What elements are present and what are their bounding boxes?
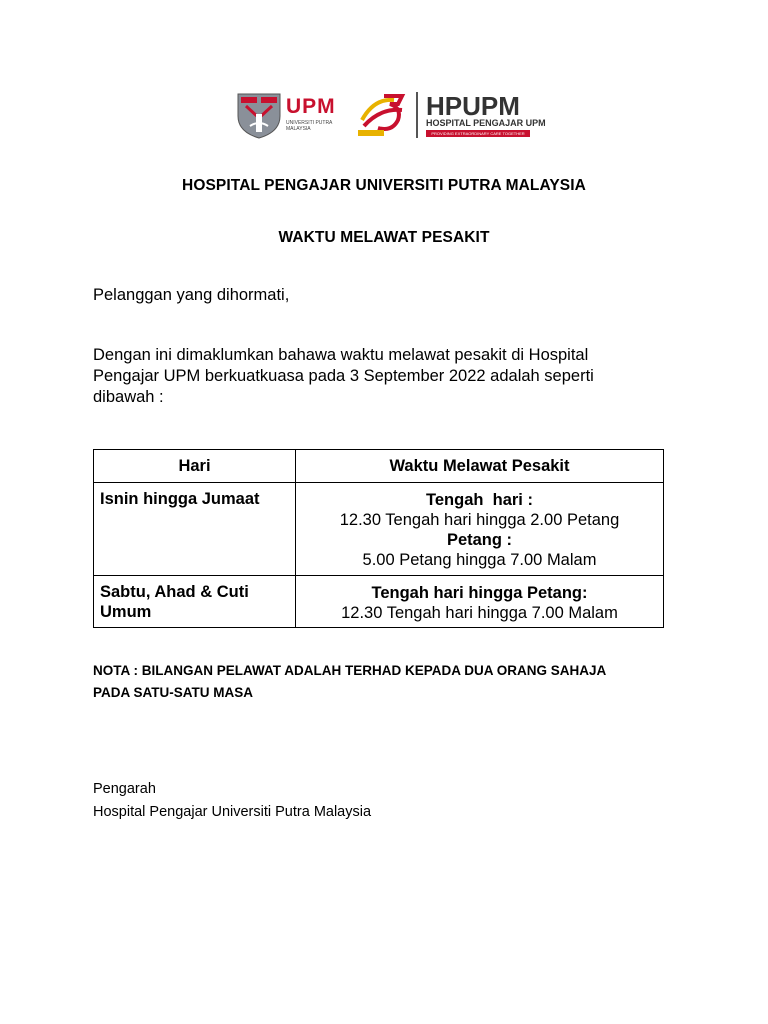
upm-subtitle: UNIVERSITI PUTRA MALAYSIA — [286, 120, 333, 132]
intro-line: dibawah : — [93, 388, 164, 406]
time-range: 12.30 Tengah hari hingga 7.00 Malam — [341, 604, 618, 622]
anniversary-logo — [354, 90, 410, 140]
logo-divider — [416, 92, 418, 138]
day-text: Umum — [100, 603, 152, 621]
day-text: Sabtu, Ahad & Cuti — [100, 583, 249, 601]
note-line: PADA SATU-SATU MASA — [93, 685, 253, 700]
hpupm-wordmark: HPUPM — [426, 91, 520, 121]
intro-line: Pengajar UPM berkuatkuasa pada 3 September 2022 adalah seperti — [93, 367, 594, 385]
document-subtitle: WAKTU MELAWAT PESAKIT — [278, 229, 490, 246]
table-row — [94, 483, 664, 576]
upm-crest-logo — [236, 90, 282, 140]
intro-line: Dengan ini dimaklumkan bahawa waktu melawat pesakit di Hospital — [93, 346, 589, 364]
salutation: Pelanggan yang dihormati, — [93, 286, 290, 304]
time-label: Petang : — [446, 531, 513, 549]
time-range: 12.30 Tengah hari hingga 2.00 Petang — [339, 511, 620, 529]
header-day: Hari — [94, 450, 296, 483]
day-cell — [94, 483, 296, 576]
table-header-row — [94, 450, 664, 483]
document-title: HOSPITAL PENGAJAR UNIVERSITI PUTRA MALAYSIA — [182, 177, 586, 194]
intro-paragraph — [93, 345, 663, 408]
hpupm-subtitle: HOSPITAL PENGAJAR UPM — [426, 118, 546, 128]
hpupm-tagline: PROVIDING EXTRAORDINARY CARE TOGETHER — [426, 130, 530, 137]
signature-block — [93, 778, 371, 824]
table-row — [94, 576, 664, 628]
anniversary-emblem-icon — [354, 90, 410, 140]
time-cell — [296, 483, 664, 576]
visiting-hours-table — [93, 449, 664, 628]
note — [93, 660, 673, 704]
time-range: 5.00 Petang hingga 7.00 Malam — [362, 551, 597, 569]
upm-wordmark: UPM — [286, 95, 336, 118]
logo-row — [236, 86, 546, 144]
time-label: Tengah hari : — [426, 491, 533, 509]
time-label: Tengah hari hingga Petang: — [371, 584, 588, 602]
day-cell — [94, 576, 296, 628]
time-cell — [296, 576, 664, 628]
signature-organization: Hospital Pengajar Universiti Putra Malaysia — [93, 804, 372, 820]
note-line: NOTA : BILANGAN PELAWAT ADALAH TERHAD KEPADA DUA ORANG SAHAJA — [93, 663, 607, 678]
day-text: Isnin hingga Jumaat — [100, 490, 260, 508]
upm-wordmark-logo — [286, 96, 348, 136]
signature-role: Pengarah — [93, 781, 156, 797]
hpupm-logo — [422, 91, 546, 140]
header-visiting-time: Waktu Melawat Pesakit — [296, 450, 664, 483]
